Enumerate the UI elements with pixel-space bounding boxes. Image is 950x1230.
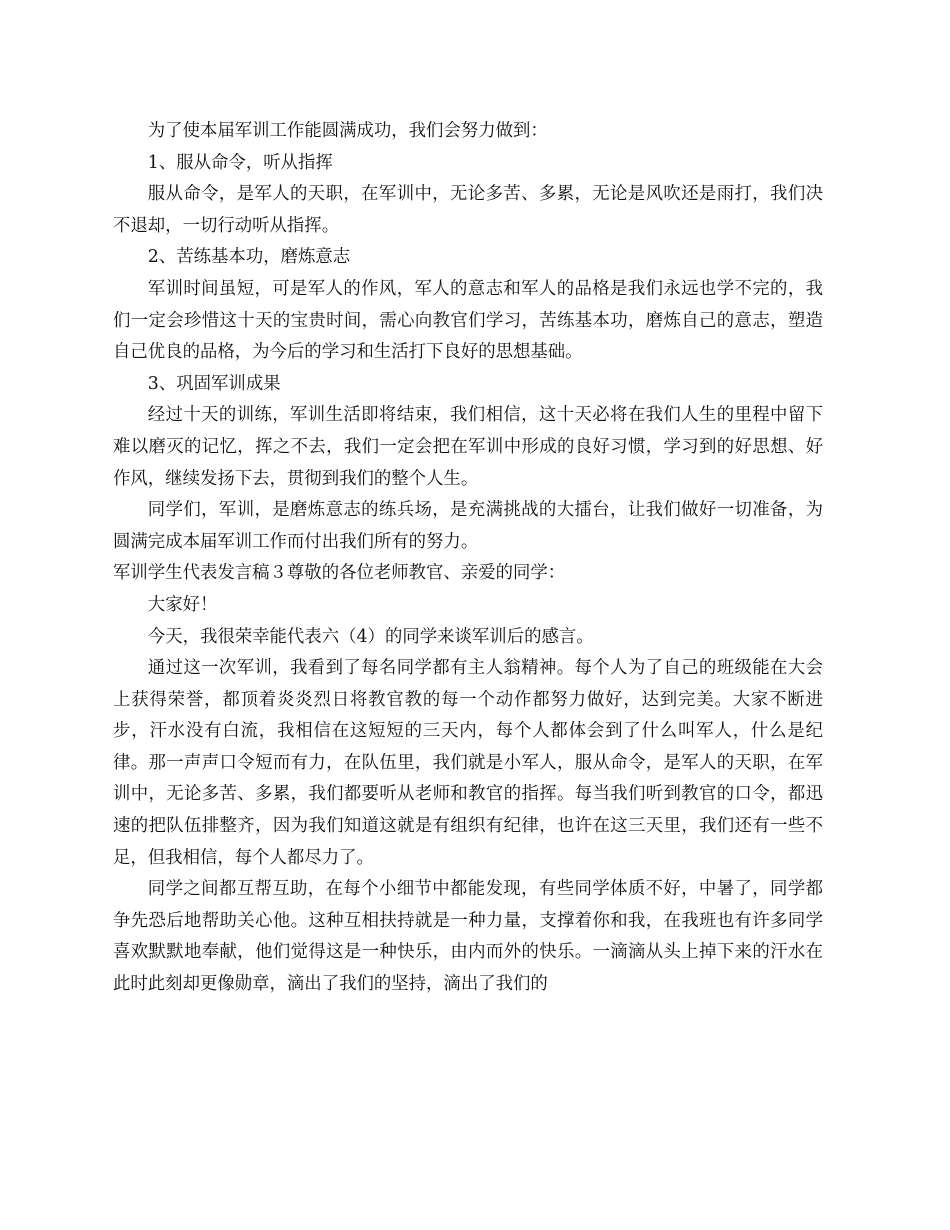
- list-heading-2: 2、苦练基本功，磨炼意志: [147, 247, 351, 268]
- paragraph-training: 军训时间虽短，可是军人的作风，军人的意志和军人的品格是我们永远也学不完的，我们一定会珍惜这十天的宝贵时间，需心向教官们学习，苦练基本功，磨炼自己的意志，塑造自己优良的品格，为今后的学习和生活打下良好的思想基础。: [113, 278, 823, 363]
- list-heading-3: 3、巩固军训成果: [147, 373, 281, 394]
- greeting: 大家好！: [147, 594, 218, 615]
- speech-title: 军训学生代表发言稿３尊敬的各位老师教官、亲爱的同学：: [113, 563, 566, 584]
- list-heading-1: 1、服从命令，听从指挥: [147, 152, 333, 173]
- paragraph-closing: 同学们，军训，是磨炼意志的练兵场，是充满挑战的大擂台，让我们做好一切准备，为圆满完成本届军训工作而付出我们所有的努力。: [113, 500, 823, 552]
- paragraph-opening: 今天，我很荣幸能代表六（4）的同学来谈军训后的感言。: [147, 626, 594, 647]
- paragraph-intro: 为了使本届军训工作能圆满成功，我们会努力做到：: [147, 121, 548, 141]
- document-body: [113, 116, 823, 1001]
- paragraph-mutual-help: 同学之间都互帮互助，在每个小细节中都能发现，有些同学体质不好，中暑了，同学都争先恐后地帮助关心他。这种互相扶持就是一种力量，支撑着你和我，在我班也有许多同学喜欢默默地奉献，他们觉得这是一种快乐，由内而外的快乐。一滴滴从头上掉下来的汗水在此时此刻却更像勋章，滴出了我们的坚持，滴出了我们的: [113, 879, 823, 995]
- paragraph-obey: 服从命令，是军人的天职，在军训中，无论多苦、多累，无论是风吹还是雨打，我们决不退却，一切行动听从指挥。: [113, 184, 823, 236]
- paragraph-results: 经过十天的训练，军训生活即将结束，我们相信，这十天必将在我们人生的里程中留下难以磨灭的记忆，挥之不去，我们一定会把在军训中形成的良好习惯，学习到的好思想、好作风，继续发扬下去，贯彻到我们的整个人生。: [113, 405, 823, 489]
- paragraph-spirit: 通过这一次军训，我看到了每名同学都有主人翁精神。每个人为了自己的班级能在大会上获得荣誉，都顶着炎炎烈日将教官教的每一个动作都努力做好，达到完美。大家不断进步，汗水没有白流，我相信在这短短的三天内，每个人都体会到了什么叫军人，什么是纪律。那一声声口令短而有力，在队伍里，我们就是小军人，服从命令，是军人的天职，在军训中，无论多苦、多累，我们都要听从老师和教官的指挥。每当我们听到教官的口令，都迅速的把队伍排整齐，因为我们知道这就是有组织有纪律，也许在这三天里，我们还有一些不足，但我相信，每个人都尽力了。: [113, 658, 823, 868]
